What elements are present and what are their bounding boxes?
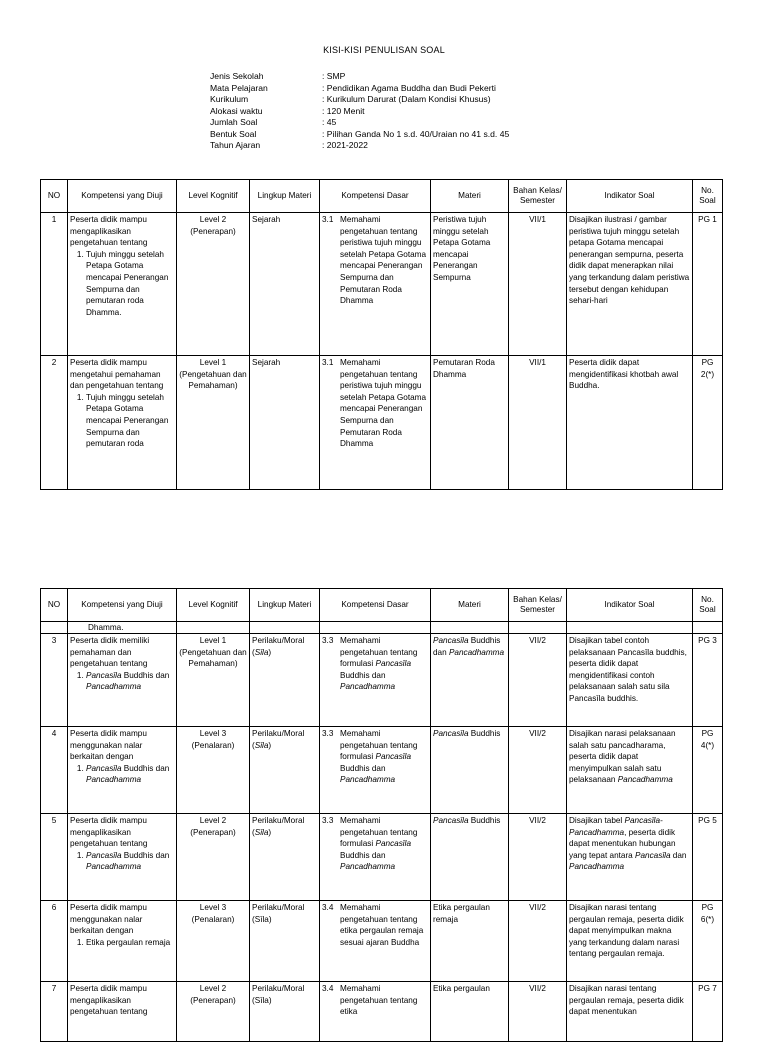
- text-part: Buddhis dan: [340, 670, 386, 680]
- row-materi: Etika pergaulan: [431, 982, 509, 1042]
- header-lingkup: Lingkup Materi: [250, 589, 320, 622]
- header-kompetensi-dasar: Kompetensi Dasar: [320, 589, 431, 622]
- italic-term: Pancasīla: [375, 752, 412, 762]
- kisi-kisi-table-page-1: [40, 179, 723, 490]
- cell-empty: [509, 622, 567, 634]
- document-title: KISI-KISI PENULISAN SOAL: [323, 45, 445, 55]
- row-no-soal: PG 3: [693, 634, 723, 727]
- meta-value: : Pendidikan Agama Buddha dan Budi Pekerti: [322, 82, 496, 93]
- row-no: 3: [41, 634, 68, 727]
- text-part: Perilaku/Moral (: [252, 636, 305, 657]
- table-row: [41, 356, 723, 490]
- kompetensi-intro: Peserta didik mampu mengaplikasikan pengetahuan tentang: [70, 984, 148, 1017]
- meta-value: : Kurikulum Darurat (Dalam Kondisi Khusus): [322, 94, 491, 104]
- text-part: ): [268, 827, 272, 837]
- cell-empty: [693, 622, 723, 634]
- kd-text: Memahami pengetahuan tentang peristiwa tujuh minggu setelah Petapa Gotama mencapai Penerangan Sempurna dan Pemutaran Roda Dhamma: [340, 358, 427, 449]
- row-kd: [320, 727, 431, 814]
- row-kd: [320, 634, 431, 727]
- header-materi: Materi: [431, 180, 509, 213]
- cell-empty: [41, 622, 68, 634]
- header-indikator: Indikator Soal: [567, 589, 693, 622]
- row-bahan: VII/2: [509, 901, 567, 982]
- row-materi: Etika pergaulan remaja: [431, 901, 509, 982]
- row-bahan: VII/2: [509, 727, 567, 814]
- header-kompetensi: Kompetensi yang Diuji: [68, 180, 177, 213]
- kompetensi-list: [70, 937, 174, 949]
- row-indikator: Disajikan narasi tentang pergaulan remaja, peserta didik dapat menentukan: [567, 982, 693, 1042]
- table-header-row: [41, 589, 723, 622]
- row-bahan: VII/2: [509, 634, 567, 727]
- row-level: Level 2 (Penerapan): [177, 213, 250, 356]
- italic-term: Sīla: [254, 827, 269, 837]
- header-indikator: Indikator Soal: [567, 180, 693, 213]
- row-no-soal: PG 1: [693, 213, 723, 356]
- meta-row: [210, 106, 509, 118]
- kompetensi-item: [86, 850, 174, 873]
- meta-key: Bentuk Soal: [210, 128, 257, 139]
- cell-empty: [320, 622, 431, 634]
- header-level: Level Kognitif: [177, 180, 250, 213]
- italic-term: Pancadhamma: [569, 862, 625, 872]
- row-level: Level 3 (Penalaran): [177, 901, 250, 982]
- row-kompetensi: [68, 356, 177, 490]
- italic-term: Pancasīla: [635, 850, 671, 860]
- header-materi: Materi: [431, 589, 509, 622]
- continuation-row: [41, 622, 723, 634]
- row-level: Level 3 (Penalaran): [177, 727, 250, 814]
- header-level: Level Kognitif: [177, 589, 250, 622]
- row-materi: Peristiwa tujuh minggu setelah Petapa Gotama mencapai Penerangan Sempurna: [431, 213, 509, 356]
- row-kd: [320, 814, 431, 901]
- italic-term: Pancasīla: [433, 636, 469, 645]
- header-no: NO: [41, 589, 68, 622]
- row-no: 7: [41, 982, 68, 1042]
- italic-term: Pancasīla: [86, 850, 122, 860]
- meta-value: : 45: [322, 117, 337, 127]
- text-part: ): [268, 647, 272, 657]
- row-level: Level 2 (Penerapan): [177, 814, 250, 901]
- kd-text: Memahami pengetahuan tentang etika: [340, 984, 418, 1017]
- header-no-soal: No. Soal: [693, 180, 723, 213]
- italic-term: Pancadhamma: [340, 862, 396, 872]
- kompetensi-item: [86, 763, 174, 786]
- text-part: Buddhis dan: [121, 763, 170, 773]
- kompetensi-list: [70, 249, 174, 319]
- row-materi: [431, 814, 509, 901]
- meta-key: Jumlah Soal: [210, 117, 258, 127]
- italic-term: Pancasīla-Pancadhamma: [569, 816, 663, 837]
- italic-term: Pancasīla: [375, 659, 412, 669]
- kompetensi-list: [70, 670, 174, 693]
- meta-key: Jenis Sekolah: [210, 71, 264, 81]
- row-kompetensi: [68, 901, 177, 982]
- text-part: Buddhis dan: [121, 670, 170, 680]
- row-kompetensi: [68, 213, 177, 356]
- meta-value: : SMP: [322, 71, 346, 81]
- cell-empty: [567, 622, 693, 634]
- italic-term: Pancasīla: [86, 670, 122, 680]
- row-bahan: VII/2: [509, 982, 567, 1042]
- row-no-soal: PG 6(*): [693, 901, 723, 982]
- text-part: Buddhis dan: [340, 850, 386, 860]
- table-row: [41, 727, 723, 814]
- row-lingkup: Sejarah: [250, 356, 320, 490]
- kd-number: 3.1: [322, 358, 334, 367]
- italic-term: Pancasīla: [433, 729, 469, 738]
- text-part: Memahami pengetahuan tentang formulasi: [340, 636, 418, 669]
- meta-row: [210, 71, 509, 83]
- cell-empty: [431, 622, 509, 634]
- text-part: Perilaku/Moral (: [252, 816, 305, 837]
- kompetensi-item: 1. Etika pergaulan remaja: [86, 937, 174, 949]
- row-kd: [320, 901, 431, 982]
- row-kompetensi: [68, 634, 177, 727]
- row-no: 5: [41, 814, 68, 901]
- row-lingkup: [250, 634, 320, 727]
- meta-row: [210, 94, 509, 106]
- kompetensi-list: [70, 392, 174, 450]
- row-no-soal: PG 7: [693, 982, 723, 1042]
- row-bahan: VII/1: [509, 213, 567, 356]
- kd-number: 3.4: [322, 903, 334, 912]
- italic-term: Pancasīla: [433, 816, 469, 825]
- header-no-soal: No. Soal: [693, 589, 723, 622]
- italic-term: Pancasīla: [86, 763, 122, 773]
- row-no-soal: PG 4(*): [693, 727, 723, 814]
- italic-term: Sīla: [254, 647, 269, 657]
- header-bahan: Bahan Kelas/ Semester: [509, 589, 567, 622]
- kd-text: [340, 635, 428, 693]
- italic-term: Pancadhamma: [86, 862, 142, 872]
- kompetensi-item: 1. Tujuh minggu setelah Petapa Gotama mencapai Penerangan Sempurna dan pemutaran roda Dhamma.: [86, 249, 174, 319]
- row-no: 1: [41, 213, 68, 356]
- row-materi: Pemutaran Roda Dhamma: [431, 356, 509, 490]
- meta-key: Alokasi waktu: [210, 105, 263, 116]
- table-header-row: [41, 180, 723, 213]
- table-row: [41, 901, 723, 982]
- row-level: Level 1 (Pengetahuan dan Pemahaman): [177, 634, 250, 727]
- kd-text: Memahami pengetahuan tentang peristiwa tujuh minggu setelah Petapa Gotama mencapai Penerangan Sempurna dan Pemutaran Roda Dhamma: [340, 215, 427, 306]
- row-lingkup: Perilaku/Moral (Sīla): [250, 982, 320, 1042]
- italic-term: Pancadhamma: [340, 775, 396, 785]
- cell-empty: [177, 622, 250, 634]
- row-kompetensi: [68, 814, 177, 901]
- document-metadata: [210, 71, 509, 152]
- header-lingkup: Lingkup Materi: [250, 180, 320, 213]
- row-bahan: VII/1: [509, 356, 567, 490]
- italic-term: Pancadhamma: [86, 682, 142, 692]
- kd-number: 3.3: [322, 636, 334, 645]
- row-kd: [320, 213, 431, 356]
- meta-row: [210, 83, 509, 95]
- text-part: Buddhis dan: [121, 850, 170, 860]
- kompetensi-intro: Peserta didik mampu menggunakan nalar berkaitan dengan: [70, 903, 147, 936]
- kompetensi-item: 1. Tujuh minggu setelah Petapa Gotama mencapai Penerangan Sempurna dan pemutaran roda: [86, 392, 174, 450]
- meta-row: [210, 129, 509, 141]
- text-part: dan: [670, 850, 687, 860]
- text-part: Buddhis dan: [433, 636, 501, 657]
- text-part: Disajikan tabel: [569, 816, 625, 825]
- kd-text: Memahami pengetahuan tentang etika pergaulan remaja sesuai ajaran Buddha: [340, 903, 424, 947]
- italic-term: Pancadhamma: [86, 775, 142, 785]
- row-lingkup: Perilaku/Moral (Sīla): [250, 901, 320, 982]
- table-row: [41, 634, 723, 727]
- row-indikator: Peserta didik dapat mengidentifikasi khotbah awal Buddha.: [567, 356, 693, 490]
- italic-term: Sīla: [254, 740, 269, 750]
- row-no: 6: [41, 901, 68, 982]
- meta-value: : 2021-2022: [322, 140, 368, 150]
- row-kompetensi: [68, 727, 177, 814]
- italic-term: Pancadhamma: [340, 682, 396, 692]
- italic-term: Pancasīla: [375, 839, 412, 849]
- text-part: Buddhis dan: [340, 763, 386, 773]
- meta-key: Tahun Ajaran: [210, 140, 261, 150]
- table-row: [41, 814, 723, 901]
- kompetensi-item: [86, 670, 174, 693]
- kompetensi-intro: Peserta didik mampu mengaplikasikan pengetahuan tentang: [70, 215, 148, 248]
- text-part: Buddhis: [468, 729, 501, 738]
- kd-number: 3.1: [322, 215, 334, 224]
- cell-empty: [250, 622, 320, 634]
- meta-key: Kurikulum: [210, 94, 249, 104]
- row-level: Level 2 (Penerapan): [177, 982, 250, 1042]
- kisi-kisi-table-page-2: [40, 588, 723, 1042]
- meta-value: : 120 Menit: [322, 105, 365, 116]
- kd-number: 3.4: [322, 984, 334, 993]
- row-kd: [320, 982, 431, 1042]
- kd-text: [340, 728, 428, 786]
- text-part: Perilaku/Moral (: [252, 729, 305, 750]
- kd-number: 3.3: [322, 816, 334, 825]
- italic-term: Pancadhamma: [448, 647, 505, 657]
- row-no-soal: PG 2(*): [693, 356, 723, 490]
- kd-number: 3.3: [322, 729, 334, 738]
- text-part: Memahami pengetahuan tentang formulasi: [340, 729, 418, 762]
- italic-term: Pancadhamma: [617, 775, 673, 785]
- row-no: 4: [41, 727, 68, 814]
- kompetensi-intro: Peserta didik memiliki pemahaman dan pengetahuan tentang: [70, 636, 150, 669]
- meta-row: [210, 140, 509, 152]
- header-kompetensi-dasar: Kompetensi Dasar: [320, 180, 431, 213]
- row-indikator: [567, 814, 693, 901]
- row-indikator: Disajikan narasi tentang pergaulan remaja, peserta didik dapat menyimpulkan makna yang terkandung dalam narasi tentang pergaulan remaja.: [567, 901, 693, 982]
- kompetensi-list: [70, 763, 174, 786]
- row-bahan: VII/2: [509, 814, 567, 901]
- kompetensi-list: [70, 850, 174, 873]
- text-part: Memahami pengetahuan tentang formulasi: [340, 816, 418, 849]
- header-bahan: Bahan Kelas/ Semester: [509, 180, 567, 213]
- meta-row: [210, 117, 509, 129]
- text-part: Buddhis: [468, 816, 501, 825]
- text-part: Disajikan narasi pelaksanaan salah satu pancadharama, peserta didik dapat menyimpulkan salah satu pelaksanaan: [569, 729, 676, 785]
- row-kompetensi: [68, 982, 177, 1042]
- row-materi: [431, 727, 509, 814]
- header-no: NO: [41, 180, 68, 213]
- row-lingkup: [250, 727, 320, 814]
- row-kd: [320, 356, 431, 490]
- text-part: ): [268, 740, 272, 750]
- header-kompetensi: Kompetensi yang Diuji: [68, 589, 177, 622]
- kompetensi-intro: Peserta didik mampu mengetahui pemahaman dan pengetahuan tentang: [70, 358, 164, 391]
- row-lingkup: Sejarah: [250, 213, 320, 356]
- table-row: [41, 982, 723, 1042]
- kompetensi-intro: Peserta didik mampu menggunakan nalar berkaitan dengan: [70, 729, 147, 762]
- text-part: , peserta didik dapat menentukan hubungan yang tepat antara: [569, 827, 676, 860]
- continuation-text: Dhamma.: [68, 622, 177, 634]
- row-no: 2: [41, 356, 68, 490]
- kompetensi-intro: Peserta didik mampu mengaplikasikan pengetahuan tentang: [70, 816, 148, 849]
- meta-value: : Pilihan Ganda No 1 s.d. 40/Uraian no 41 s.d. 45: [322, 128, 510, 139]
- kd-text: [340, 815, 428, 873]
- row-indikator: Disajikan tabel contoh pelaksanaan Pancasīla buddhis, peserta didik dapat mengidentifikasi contoh pelaksanaan salah satu sila Pancasīla buddhis.: [567, 634, 693, 727]
- row-level: Level 1 (Pengetahuan dan Pemahaman): [177, 356, 250, 490]
- table-row: [41, 213, 723, 356]
- row-no-soal: PG 5: [693, 814, 723, 901]
- row-materi: [431, 634, 509, 727]
- row-indikator: Disajikan ilustrasi / gambar peristiwa tujuh minggu setelah petapa Gotama mencapai penerangan sempurna, peserta didik dapat menerapkan nilai yang terkandung dalam peristiwa tersebut dengan kehidupan sehari-hari: [567, 213, 693, 356]
- meta-key: Mata Pelajaran: [210, 82, 268, 93]
- row-indikator: [567, 727, 693, 814]
- row-lingkup: [250, 814, 320, 901]
